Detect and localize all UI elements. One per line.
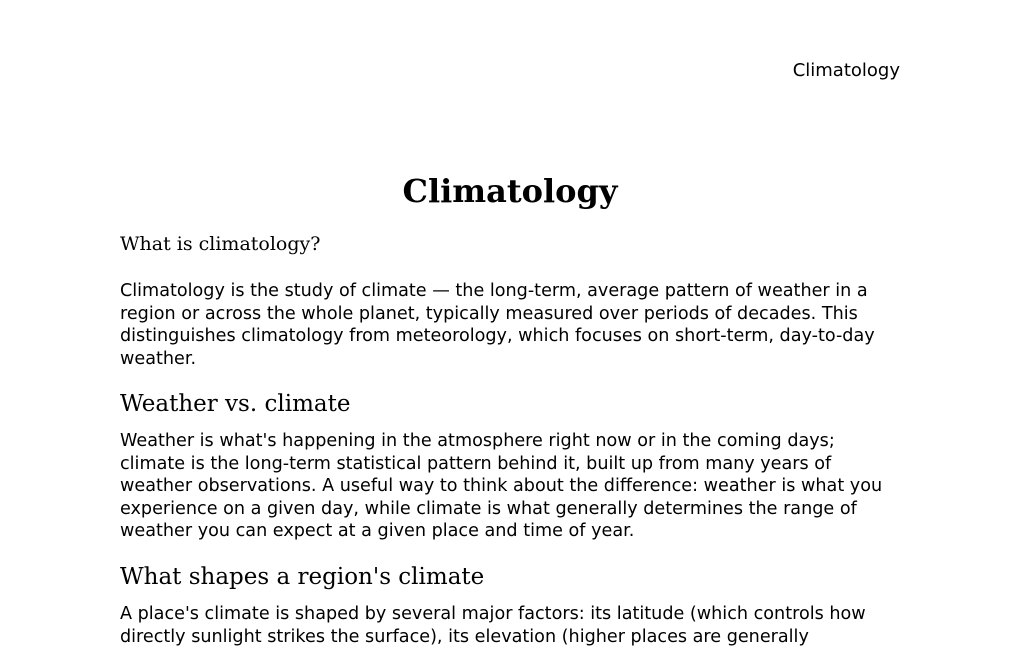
intro-paragraph: Climatology is the study of climate — the long-term, average pattern of weather in a region or across the whole planet, typically measured over periods of decades. This distinguishes climatology from meteorology, which focuses on short-term, day-to-day weather. — [120, 281, 875, 369]
running-header: Climatology — [792, 60, 900, 81]
document-page — [120, 0, 900, 647]
section-body-weather-vs-climate: Weather is what's happening in the atmosphere right now or in the coming days; climate is the long-term statistical pattern behind it, built up from many years of weather observations. A useful way to think about the difference: weather is what you experience on a given day, while climate is what generally determines the range of weather you can expect at a given place and time of year. — [120, 431, 883, 542]
section-heading-climate-factors: What shapes a region's climate — [120, 564, 485, 590]
subtitle-question: What is climatology? — [120, 233, 321, 255]
page-title: Climatology — [402, 172, 618, 210]
section-body-climate-factors: A place's climate is shaped by several major factors: its latitude (which controls how directly sunlight strikes the surface), its elevation (higher places are generally — [120, 604, 866, 647]
section-heading-weather-vs-climate: Weather vs. climate — [120, 391, 351, 417]
